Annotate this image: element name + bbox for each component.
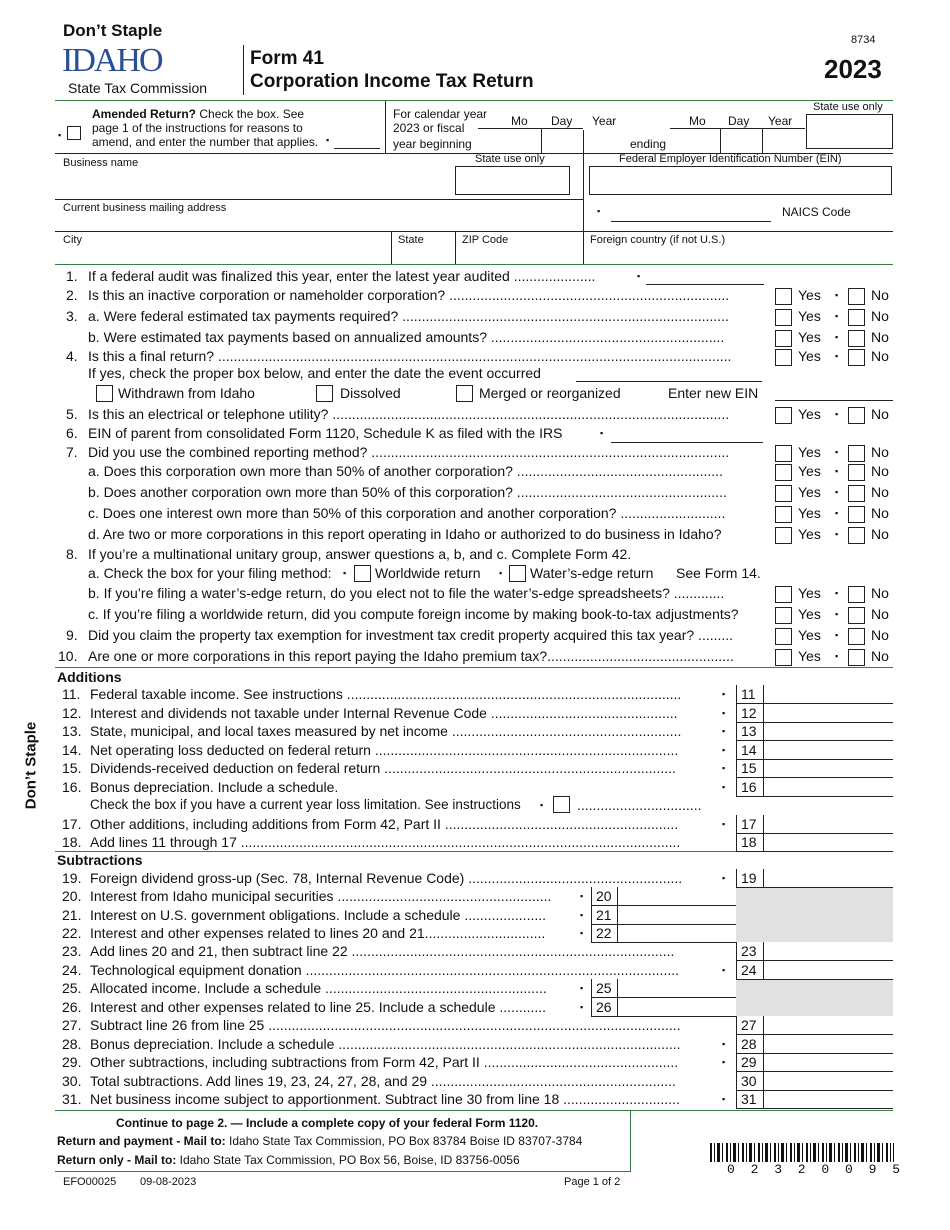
yes-label: Yes bbox=[798, 648, 821, 664]
barcode bbox=[710, 1143, 894, 1162]
line-number: 20. bbox=[62, 888, 82, 904]
yes-checkbox[interactable] bbox=[775, 628, 792, 645]
line-box-label: 29 bbox=[741, 1054, 757, 1070]
final-withdrawn-checkbox[interactable] bbox=[96, 385, 113, 402]
no-checkbox[interactable] bbox=[848, 607, 865, 624]
line-amount-field[interactable] bbox=[736, 979, 893, 980]
yes-label: Yes bbox=[798, 308, 821, 324]
yes-checkbox[interactable] bbox=[775, 407, 792, 424]
line-amount-field[interactable] bbox=[736, 960, 893, 961]
question-number: 5. bbox=[66, 406, 78, 422]
line-number: 26. bbox=[62, 999, 82, 1015]
no-label: No bbox=[871, 308, 889, 324]
line-number: 18. bbox=[62, 834, 82, 850]
question-number: 3. bbox=[66, 308, 78, 324]
yes-label: Yes bbox=[798, 329, 821, 345]
begin-date-field[interactable] bbox=[478, 128, 583, 129]
yes-label: Yes bbox=[798, 406, 821, 422]
line-amount-field[interactable] bbox=[736, 887, 893, 888]
question-text: Are one or more corporations in this report paying the Idaho premium tax?................................................ bbox=[88, 648, 734, 664]
amended-reason-field[interactable] bbox=[334, 148, 380, 149]
worldwide-checkbox[interactable] bbox=[354, 565, 371, 582]
final-withdrawn-label: Withdrawn from Idaho bbox=[118, 385, 255, 401]
new-ein-label: Enter new EIN bbox=[668, 385, 759, 401]
form-code: 8734 bbox=[851, 34, 876, 46]
question-text: b. If you’re filing a water’s-edge return, do you elect not to file the water’s-edge spreadsheets? ............. bbox=[88, 585, 725, 601]
yes-label: Yes bbox=[798, 444, 821, 460]
line-text: Net business income subject to apportionment. Subtract line 30 from line 18 .............................. bbox=[90, 1091, 680, 1107]
line-box-label: 15 bbox=[741, 760, 757, 776]
line-amount-field[interactable] bbox=[736, 703, 893, 704]
no-label: No bbox=[871, 606, 889, 622]
question-number: 7. bbox=[66, 444, 78, 460]
no-checkbox[interactable] bbox=[848, 330, 865, 347]
no-checkbox[interactable] bbox=[848, 407, 865, 424]
yes-label: Yes bbox=[798, 585, 821, 601]
yes-checkbox[interactable] bbox=[775, 649, 792, 666]
no-checkbox[interactable] bbox=[848, 527, 865, 544]
yes-label: Yes bbox=[798, 287, 821, 303]
question-text: a. Does this corporation own more than 50% of another corporation? ..................................................... bbox=[88, 463, 723, 479]
amended-label: Amended Return? Check the box. See bbox=[92, 107, 305, 121]
final-dissolved-label: Dissolved bbox=[340, 385, 401, 401]
yes-label: Yes bbox=[798, 606, 821, 622]
form-title: Corporation Income Tax Return bbox=[250, 71, 534, 92]
line-text: Interest on U.S. government obligations. Include a schedule ..................... bbox=[90, 907, 547, 923]
line-number: 19. bbox=[62, 870, 82, 886]
worldwide-label: Worldwide return bbox=[375, 565, 481, 581]
no-checkbox[interactable] bbox=[848, 485, 865, 502]
line-number: 11. bbox=[62, 686, 81, 702]
line-amount-field[interactable] bbox=[736, 1108, 893, 1109]
line-text: Technological equipment donation ................................................................................................ bbox=[90, 962, 680, 978]
line-number: 12. bbox=[62, 705, 82, 721]
event-date-field[interactable] bbox=[576, 381, 762, 382]
line-number: 25. bbox=[62, 980, 82, 996]
ein-field[interactable] bbox=[589, 166, 892, 195]
line-amount-field[interactable] bbox=[736, 1034, 893, 1035]
no-checkbox[interactable] bbox=[848, 628, 865, 645]
line-box-label: 20 bbox=[596, 888, 612, 904]
line-amount-field[interactable] bbox=[736, 1071, 893, 1072]
page-number: Page 1 of 2 bbox=[564, 1176, 621, 1188]
question-number: 9. bbox=[66, 627, 78, 643]
state-use-box-1 bbox=[806, 114, 893, 149]
shaded-area-2 bbox=[736, 979, 893, 1016]
yes-label: Yes bbox=[798, 463, 821, 479]
no-checkbox[interactable] bbox=[848, 445, 865, 462]
mail-return-payment: Return and payment - Mail to: Idaho State Tax Commission, PO Box 83784 Boise ID 83707-3784 bbox=[57, 1134, 583, 1148]
line-text: Foreign dividend gross-up (Sec. 78, Internal Revenue Code) ....................................................... bbox=[90, 870, 683, 886]
barcode-digits: 0 2 3 2 0 0 9 5 bbox=[727, 1162, 905, 1177]
mail-return-only: Return only - Mail to: Idaho State Tax Commission, PO Box 56, Boise, ID 83756-0056 bbox=[57, 1153, 520, 1167]
line-text: Add lines 11 through 17 ................................................................................................................. bbox=[90, 834, 681, 850]
question-text: d. Are two or more corporations in this report operating in Idaho or authorized to do business in Idaho? bbox=[88, 526, 722, 542]
line-amount-field[interactable] bbox=[736, 759, 893, 760]
line-text: Other additions, including additions from Form 42, Part II ............................................................ bbox=[90, 816, 679, 832]
yes-checkbox[interactable] bbox=[775, 464, 792, 481]
continue-note: Continue to page 2. — Include a complete copy of your federal Form 1120. bbox=[116, 1116, 539, 1130]
line16-dots: ................................ bbox=[577, 797, 702, 813]
question-text: EIN of parent from consolidated Form 1120, Schedule K as filed with the IRS bbox=[88, 425, 563, 441]
final-dissolved-checkbox[interactable] bbox=[316, 385, 333, 402]
line-box-label: 18 bbox=[741, 834, 757, 850]
line-box-label: 22 bbox=[596, 925, 612, 941]
line16-subtext: Check the box if you have a current year loss limitation. See instructions bbox=[90, 797, 521, 812]
line-box-label: 11 bbox=[741, 686, 756, 702]
no-label: No bbox=[871, 484, 889, 500]
question-text: If you’re a multinational unitary group, answer questions a, b, and c. Complete Form 42. bbox=[88, 546, 632, 562]
question-text: Is this an inactive corporation or nameholder corporation? ........................................................................ bbox=[88, 287, 730, 303]
line-number: 13. bbox=[62, 723, 82, 739]
no-checkbox[interactable] bbox=[848, 464, 865, 481]
yes-checkbox[interactable] bbox=[775, 330, 792, 347]
line-box-label: 31 bbox=[741, 1091, 757, 1107]
line-box-label: 17 bbox=[741, 816, 757, 832]
line-text: Dividends-received deduction on federal return ........................................................................... bbox=[90, 760, 676, 776]
loss-limitation-checkbox[interactable] bbox=[553, 796, 570, 813]
yes-checkbox[interactable] bbox=[775, 506, 792, 523]
question-number: 6. bbox=[66, 425, 78, 441]
question-text: c. If you’re filing a worldwide return, did you compute foreign income by making book-to-tax adjustments? bbox=[88, 606, 739, 622]
yes-checkbox[interactable] bbox=[775, 349, 792, 366]
yes-label: Yes bbox=[798, 348, 821, 364]
yes-checkbox[interactable] bbox=[775, 288, 792, 305]
no-label: No bbox=[871, 505, 889, 521]
line-box-label: 27 bbox=[741, 1017, 757, 1033]
question-text: Is this an electrical or telephone utility? ...................................................................................................... bbox=[88, 406, 730, 422]
yes-label: Yes bbox=[798, 505, 821, 521]
line-number: 21. bbox=[62, 907, 82, 923]
yes-checkbox[interactable] bbox=[775, 607, 792, 624]
final-merged-label: Merged or reorganized bbox=[479, 385, 621, 401]
line-box-label: 12 bbox=[741, 705, 757, 721]
end-date-field[interactable] bbox=[670, 128, 805, 129]
no-label: No bbox=[871, 648, 889, 664]
line-text: Net operating loss deducted on federal return .............................................................................. bbox=[90, 742, 679, 758]
line-text: Total subtractions. Add lines 19, 23, 24, 27, 28, and 29 ............................................................... bbox=[90, 1073, 676, 1089]
no-checkbox[interactable] bbox=[848, 288, 865, 305]
question-number: 1. bbox=[66, 268, 78, 284]
shaded-area-1 bbox=[736, 887, 893, 942]
line-number: 31. bbox=[62, 1091, 82, 1107]
line-text: Other subtractions, including subtractions from Form 42, Part II .................................................. bbox=[90, 1054, 679, 1070]
waters-edge-checkbox[interactable] bbox=[509, 565, 526, 582]
yes-label: Yes bbox=[798, 526, 821, 542]
line-number: 16. bbox=[62, 779, 82, 795]
yes-checkbox[interactable] bbox=[775, 485, 792, 502]
new-ein-field[interactable] bbox=[775, 400, 893, 401]
line-amount-field[interactable] bbox=[736, 1053, 893, 1054]
form-number: Form 41 bbox=[250, 48, 324, 69]
state-use-box-2 bbox=[455, 166, 570, 195]
line-number: 27. bbox=[62, 1017, 82, 1033]
no-label: No bbox=[871, 348, 889, 364]
efo-code: EFO00025 bbox=[63, 1176, 117, 1188]
line-amount-field[interactable] bbox=[591, 924, 736, 925]
yes-checkbox[interactable] bbox=[775, 309, 792, 326]
yes-checkbox[interactable] bbox=[775, 445, 792, 462]
waters-edge-label: Water’s-edge return bbox=[530, 565, 654, 581]
no-label: No bbox=[871, 329, 889, 345]
line-box-label: 23 bbox=[741, 943, 757, 959]
line-number: 17. bbox=[62, 816, 82, 832]
question-number: 8. bbox=[66, 546, 78, 562]
question-text: Did you claim the property tax exemption for investment tax credit property acquired this tax year? ......... bbox=[88, 627, 734, 643]
no-label: No bbox=[871, 287, 889, 303]
no-checkbox[interactable] bbox=[848, 309, 865, 326]
dont-staple-top: Don’t Staple bbox=[63, 21, 163, 40]
no-label: No bbox=[871, 627, 889, 643]
no-checkbox[interactable] bbox=[848, 649, 865, 666]
line-number: 29. bbox=[62, 1054, 82, 1070]
line-text: Add lines 20 and 21, then subtract line 22 ................................................................................... bbox=[90, 943, 675, 959]
line-text: Bonus depreciation. Include a schedule. bbox=[90, 779, 339, 795]
parent-ein-field[interactable] bbox=[611, 442, 763, 443]
yes-checkbox[interactable] bbox=[775, 586, 792, 603]
line-number: 28. bbox=[62, 1036, 82, 1052]
line-text: Interest and dividends not taxable under Internal Revenue Code ................................................ bbox=[90, 705, 678, 721]
line-text: Interest and other expenses related to lines 20 and 21............................... bbox=[90, 925, 546, 941]
line-box-label: 14 bbox=[741, 742, 757, 758]
question-text: b. Were estimated tax payments based on annualized amounts? ............................................................ bbox=[88, 329, 725, 345]
idaho-logo: IDAHO bbox=[62, 42, 162, 79]
line-amount-field[interactable] bbox=[736, 851, 893, 852]
line-box-label: 25 bbox=[596, 980, 612, 996]
line-amount-field[interactable] bbox=[736, 722, 893, 723]
line-box-label: 13 bbox=[741, 723, 757, 739]
question-text: b. Does another corporation own more than 50% of this corporation? ...................................................... bbox=[88, 484, 727, 500]
no-label: No bbox=[871, 406, 889, 422]
line-number: 14. bbox=[62, 742, 82, 758]
line-number: 23. bbox=[62, 943, 82, 959]
side-dont-staple: Don’t Staple bbox=[22, 721, 40, 810]
line-text: State, municipal, and local taxes measured by net income ........................................................... bbox=[90, 723, 682, 739]
line-box-label: 21 bbox=[596, 907, 612, 923]
no-label: No bbox=[871, 585, 889, 601]
additions-heading: Additions bbox=[57, 669, 122, 685]
line-amount-field[interactable] bbox=[736, 1090, 893, 1091]
line-amount-field[interactable] bbox=[736, 777, 893, 778]
question-text: If yes, check the proper box below, and enter the date the event occurred bbox=[88, 365, 541, 381]
see-form-14: See Form 14. bbox=[676, 565, 761, 581]
no-label: No bbox=[871, 444, 889, 460]
line-text: Subtract line 26 from line 25 .......................................................................................................... bbox=[90, 1017, 681, 1033]
line-text: Interest from Idaho municipal securities ....................................................... bbox=[90, 888, 552, 904]
question-text: c. Does one interest own more than 50% of this corporation and another corporation? ........................... bbox=[88, 505, 726, 521]
line-box-label: 16 bbox=[741, 779, 757, 795]
line-box-label: 26 bbox=[596, 999, 612, 1015]
no-checkbox[interactable] bbox=[848, 349, 865, 366]
line-text: Federal taxable income. See instructions ...................................................................................... bbox=[90, 686, 682, 702]
audit-year-field[interactable] bbox=[646, 284, 764, 285]
tax-year: 2023 bbox=[824, 54, 882, 84]
line-box-label: 19 bbox=[741, 870, 757, 886]
naics-field[interactable] bbox=[611, 221, 771, 222]
line-number: 22. bbox=[62, 925, 82, 941]
no-checkbox[interactable] bbox=[848, 506, 865, 523]
line-number: 15. bbox=[62, 760, 82, 776]
line-amount-field[interactable] bbox=[591, 905, 736, 906]
form-date: 09-08-2023 bbox=[140, 1176, 197, 1188]
line-text: Interest and other expenses related to line 25. Include a schedule ............ bbox=[90, 999, 547, 1015]
header-divider bbox=[243, 45, 244, 95]
final-merged-checkbox[interactable] bbox=[456, 385, 473, 402]
line-number: 24. bbox=[62, 962, 82, 978]
yes-label: Yes bbox=[798, 627, 821, 643]
question-number: 10. bbox=[58, 648, 78, 664]
line-amount-field[interactable] bbox=[736, 740, 893, 741]
question-text: Is this a final return? .................................................................................................................................... bbox=[88, 348, 732, 364]
line-amount-field[interactable] bbox=[736, 796, 893, 797]
line-box-label: 28 bbox=[741, 1036, 757, 1052]
question-text: a. Check the box for your filing method: bbox=[88, 565, 332, 581]
top-rule bbox=[55, 100, 893, 101]
yes-checkbox[interactable] bbox=[775, 527, 792, 544]
yes-label: Yes bbox=[798, 484, 821, 500]
agency-name: State Tax Commission bbox=[68, 80, 208, 96]
question-text: If a federal audit was finalized this year, enter the latest year audited ..................... bbox=[88, 268, 596, 284]
amended-checkbox[interactable] bbox=[67, 126, 81, 140]
line-box-label: 24 bbox=[741, 962, 757, 978]
line-box-label: 30 bbox=[741, 1073, 757, 1089]
line-number: 30. bbox=[62, 1073, 82, 1089]
line-amount-field[interactable] bbox=[736, 833, 893, 834]
question-number: 4. bbox=[66, 348, 78, 364]
subtractions-heading: Subtractions bbox=[57, 852, 143, 868]
question-number: 2. bbox=[66, 287, 78, 303]
line-text: Bonus depreciation. Include a schedule ........................................................................................ bbox=[90, 1036, 681, 1052]
no-checkbox[interactable] bbox=[848, 586, 865, 603]
no-label: No bbox=[871, 463, 889, 479]
line-amount-field[interactable] bbox=[591, 997, 736, 998]
question-text: a. Were federal estimated tax payments required? .................................................................................... bbox=[88, 308, 729, 324]
no-label: No bbox=[871, 526, 889, 542]
question-text: Did you use the combined reporting method? ............................................................................................ bbox=[88, 444, 730, 460]
line-text: Allocated income. Include a schedule ......................................................... bbox=[90, 980, 547, 996]
